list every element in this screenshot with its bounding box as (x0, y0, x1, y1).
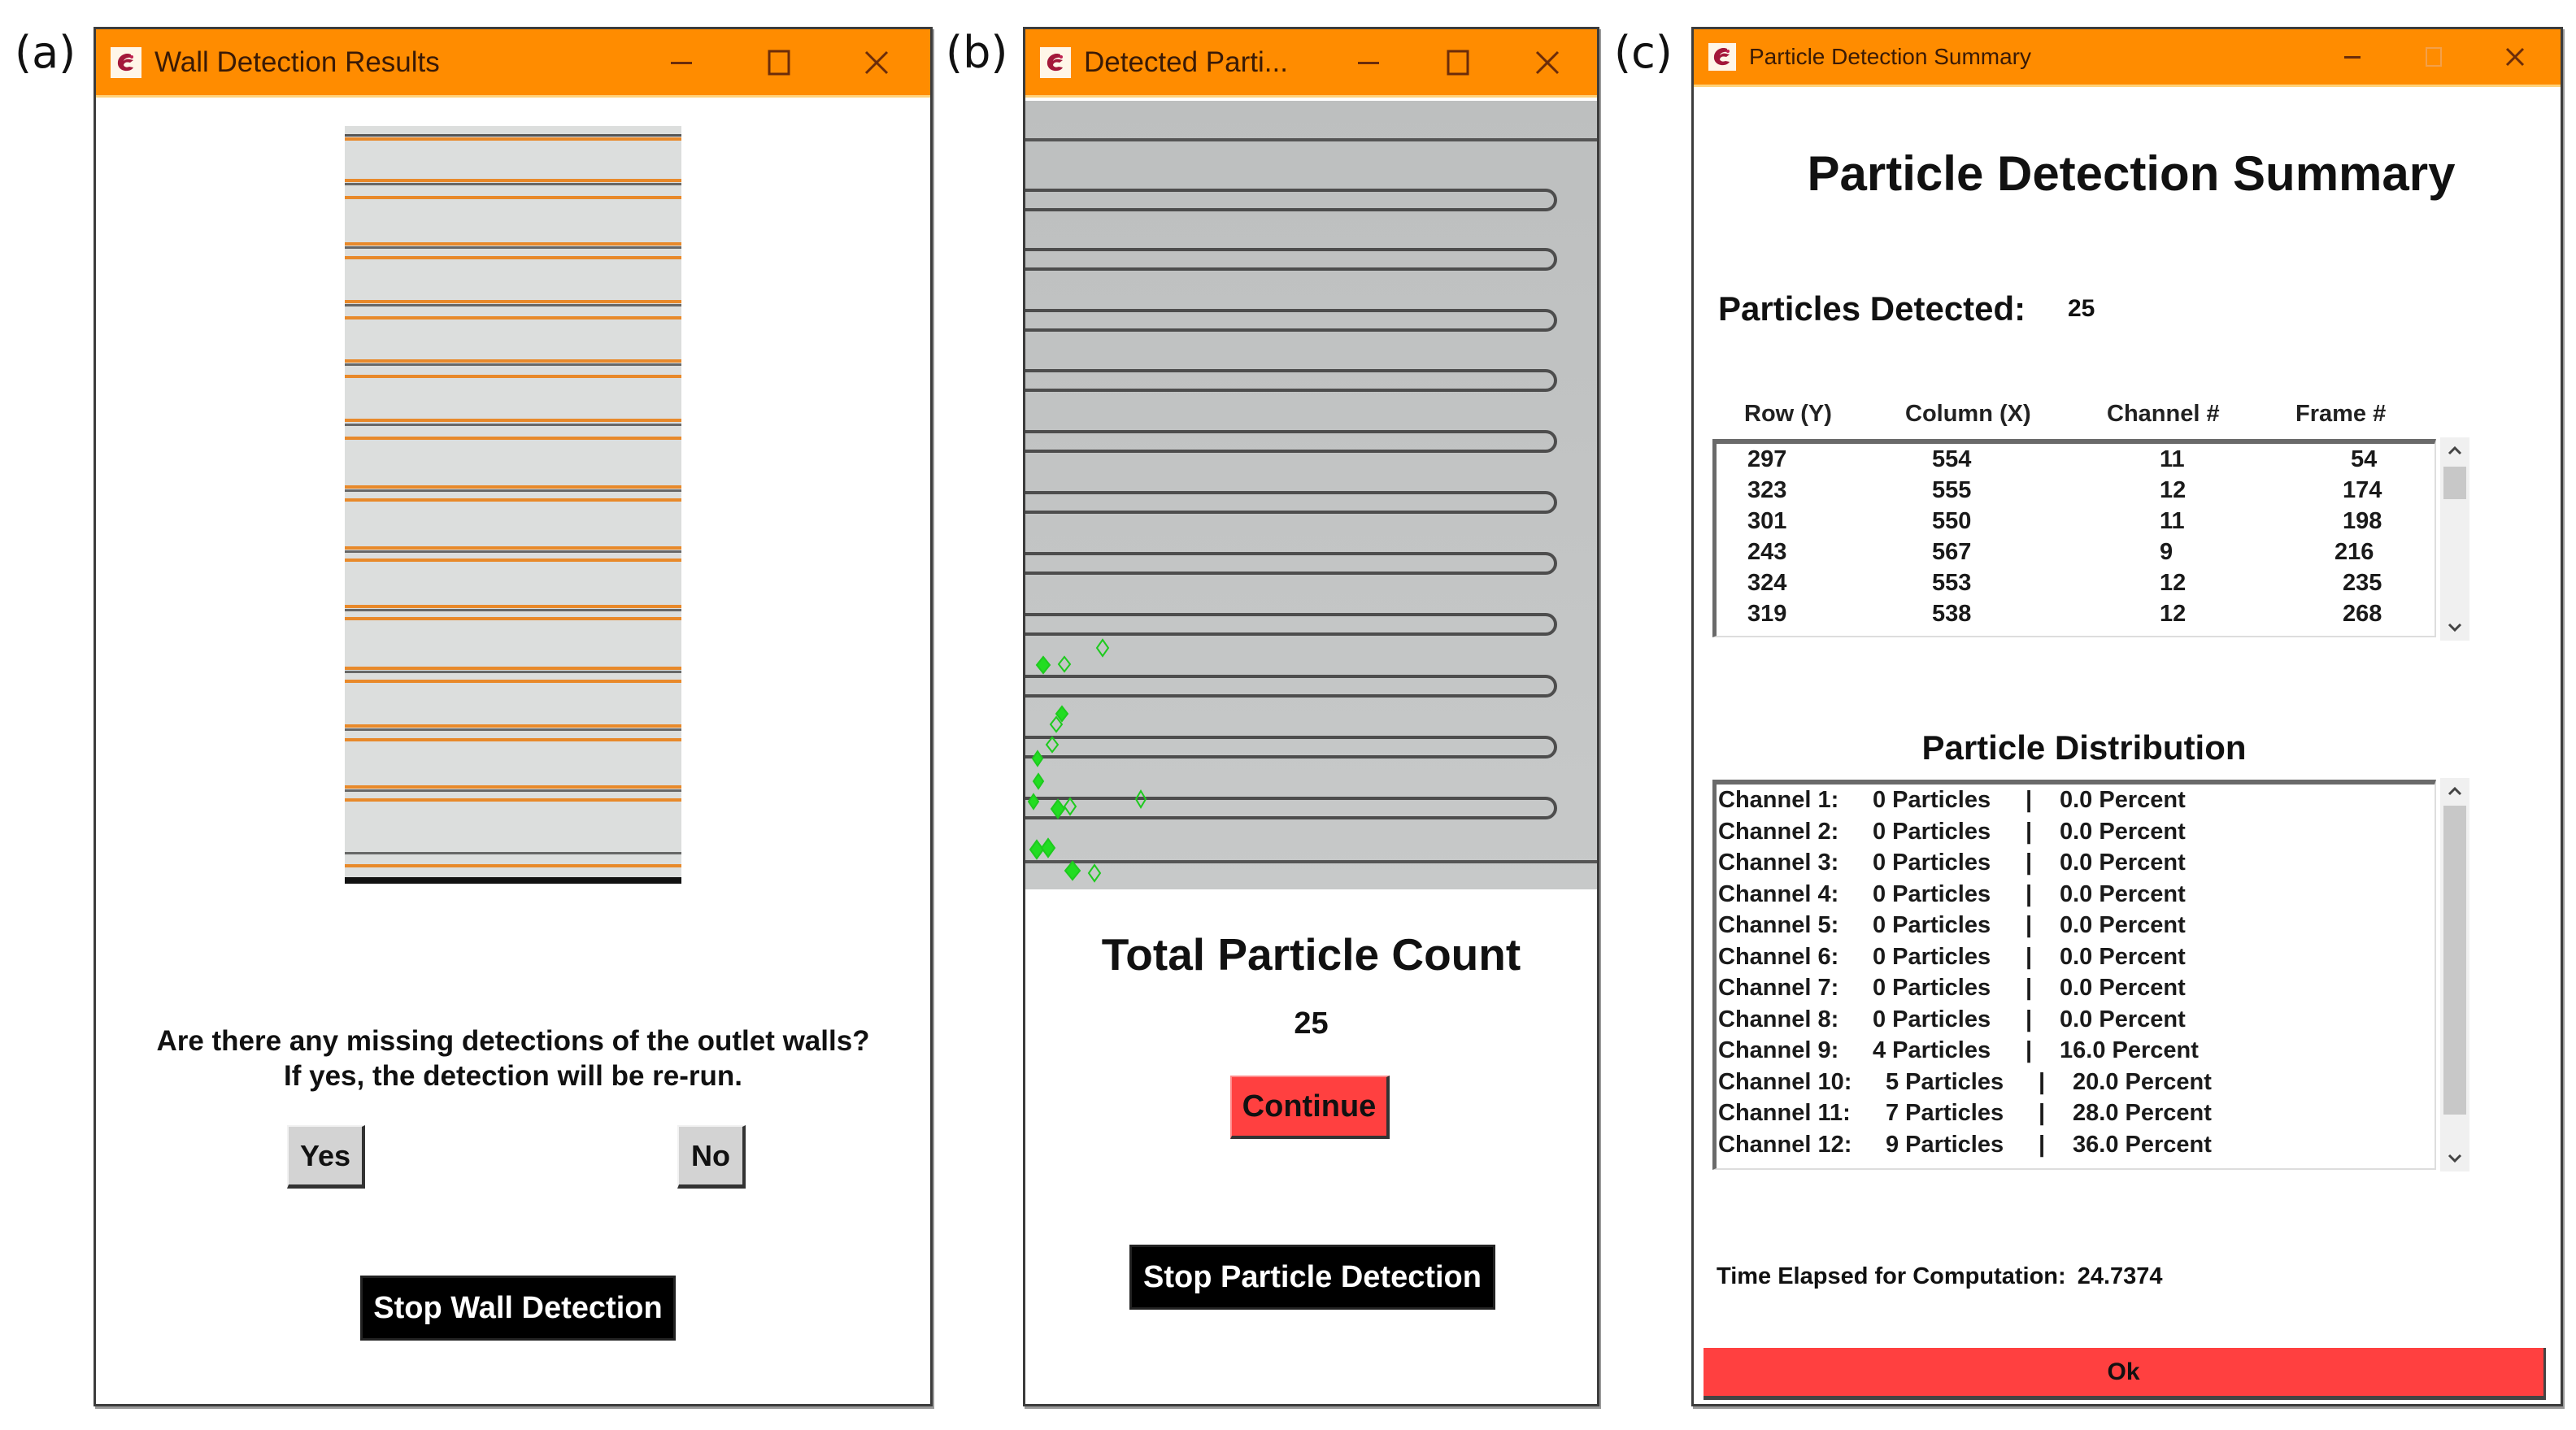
percent: 0.0 Percent (2060, 818, 2186, 845)
app-logo-icon (1040, 47, 1071, 78)
table-row[interactable] (1717, 444, 2435, 475)
column-header-column: Column (X) (1905, 401, 2031, 427)
cell-channel: 12 (2160, 570, 2187, 596)
cell-row: 324 (1747, 570, 1787, 596)
particles-detected-value: 25 (2068, 295, 2095, 322)
particles-detected-label: Particles Detected: (1718, 289, 2026, 328)
close-icon (2504, 46, 2526, 67)
maximize-button[interactable] (1413, 34, 1503, 91)
window-title: Detected Parti... (1084, 46, 1288, 78)
particle-count: 0 Particles (1873, 850, 1991, 876)
app-logo-icon (111, 47, 141, 78)
separator: | (2026, 975, 2033, 1001)
minimize-button[interactable] (1324, 34, 1413, 91)
panel-label-b: (b) (946, 27, 1008, 78)
channel-label: Channel 12: (1718, 1131, 1852, 1158)
cell-channel: 11 (2160, 508, 2185, 534)
title-bar[interactable] (1025, 29, 1597, 98)
total-count-heading: Total Particle Count (1101, 929, 1521, 980)
table-row[interactable] (1717, 506, 2435, 537)
app-logo-icon (1708, 43, 1736, 71)
separator: | (2026, 1037, 2033, 1063)
total-count-value: 25 (1294, 1006, 1329, 1041)
particle-count: 0 Particles (1873, 975, 1991, 1001)
cell-row: 243 (1747, 539, 1787, 565)
cell-row: 323 (1747, 477, 1787, 503)
cell-row: 297 (1747, 446, 1787, 472)
minimize-icon (2343, 47, 2362, 67)
cell-column: 554 (1932, 446, 1972, 472)
channel-label: Channel 8: (1718, 1006, 1839, 1032)
particle-count: 0 Particles (1873, 912, 1991, 938)
particle-detection-image (1025, 101, 1597, 889)
table-row[interactable] (1717, 537, 2435, 567)
maximize-button (2393, 33, 2474, 81)
maximize-icon (767, 49, 791, 76)
particle-count: 0 Particles (1873, 787, 1991, 813)
separator: | (2039, 1068, 2046, 1095)
chevron-down-icon (2448, 1154, 2462, 1163)
wall-detection-image (345, 126, 681, 884)
column-header-row: Row (Y) (1744, 401, 1832, 427)
close-button[interactable] (1503, 34, 1592, 91)
time-elapsed (1717, 1263, 2163, 1290)
scroll-up-button[interactable] (2440, 437, 2469, 463)
cell-column: 555 (1932, 477, 1972, 503)
no-button[interactable]: No (677, 1125, 746, 1189)
minimize-icon (1356, 50, 1381, 75)
particle-count: 0 Particles (1873, 818, 1991, 845)
percent: 0.0 Percent (2060, 1006, 2186, 1032)
cell-channel: 12 (2160, 601, 2187, 627)
scroll-thumb[interactable] (2443, 806, 2466, 1115)
maximize-icon (1446, 49, 1470, 76)
column-header-frame: Frame # (2295, 401, 2387, 427)
percent: 0.0 Percent (2060, 943, 2186, 970)
rerun-note: If yes, the detection will be re-run. (284, 1060, 742, 1092)
scroll-thumb[interactable] (2443, 467, 2466, 499)
title-bar[interactable] (96, 29, 930, 98)
cell-channel: 12 (2160, 477, 2187, 503)
close-button[interactable] (828, 34, 925, 91)
separator: | (2026, 850, 2033, 876)
percent: 28.0 Percent (2073, 1100, 2212, 1126)
scroll-down-button[interactable] (2440, 1145, 2469, 1171)
particle-count: 0 Particles (1873, 880, 1991, 907)
wall-detection-window (94, 27, 933, 1406)
channel-label: Channel 6: (1718, 943, 1839, 970)
percent: 36.0 Percent (2073, 1131, 2212, 1158)
distribution-heading: Particle Distribution (1921, 728, 2247, 767)
distribution-scrollbar[interactable] (2440, 778, 2469, 1171)
channel-label: Channel 9: (1718, 1037, 1839, 1063)
cell-column: 567 (1932, 539, 1972, 565)
percent: 0.0 Percent (2060, 787, 2186, 813)
minimize-icon (669, 50, 694, 75)
channel-label: Channel 5: (1718, 912, 1839, 938)
cell-frame: 268 (2343, 601, 2382, 627)
cell-row: 301 (1747, 508, 1787, 534)
cell-column: 538 (1932, 601, 1972, 627)
cell-frame: 216 (2334, 539, 2374, 565)
cell-column: 550 (1932, 508, 1972, 534)
close-button[interactable] (2474, 33, 2556, 81)
panel-label-c: (c) (1614, 27, 1673, 78)
missing-walls-question: Are there any missing detections of the outlet walls? (156, 1025, 870, 1057)
maximize-icon-disabled (2424, 46, 2443, 68)
channel-label: Channel 1: (1718, 787, 1839, 813)
distribution-listbox[interactable] (1712, 780, 2436, 1170)
channel-label: Channel 10: (1718, 1068, 1852, 1095)
stop-particle-detection-button[interactable]: Stop Particle Detection (1129, 1245, 1495, 1310)
table-row[interactable] (1717, 475, 2435, 506)
stop-wall-detection-button[interactable]: Stop Wall Detection (360, 1276, 676, 1341)
separator: | (2026, 912, 2033, 938)
particle-count: 4 Particles (1873, 1037, 1991, 1063)
detected-particles-window (1023, 27, 1599, 1406)
channel-label: Channel 11: (1718, 1100, 1851, 1126)
window-title: Wall Detection Results (154, 46, 440, 78)
time-elapsed-label: Time Elapsed for Computation: (1717, 1263, 2066, 1289)
continue-button[interactable]: Continue (1230, 1076, 1390, 1139)
time-elapsed-value: 24.7374 (2077, 1263, 2163, 1289)
chevron-up-icon (2448, 446, 2462, 455)
cell-frame: 198 (2343, 508, 2382, 534)
percent: 20.0 Percent (2073, 1068, 2212, 1095)
cell-channel: 9 (2160, 539, 2174, 565)
title-bar[interactable] (1694, 29, 2561, 87)
maximize-button[interactable] (730, 34, 828, 91)
panel-label-a: (a) (15, 27, 76, 78)
cell-row: 319 (1747, 601, 1787, 627)
cell-column: 553 (1932, 570, 1972, 596)
particle-summary-window (1691, 27, 2563, 1406)
close-icon (864, 50, 890, 76)
separator: | (2039, 1100, 2046, 1126)
separator: | (2026, 787, 2033, 813)
percent: 0.0 Percent (2060, 880, 2186, 907)
channel-label: Channel 7: (1718, 975, 1839, 1001)
detections-listbox[interactable] (1712, 439, 2436, 637)
chevron-up-icon (2448, 786, 2462, 796)
separator: | (2026, 943, 2033, 970)
separator: | (2026, 1006, 2033, 1032)
cell-channel: 11 (2160, 446, 2185, 472)
summary-heading: Particle Detection Summary (1807, 146, 2456, 201)
scroll-up-button[interactable] (2440, 778, 2469, 804)
particle-count: 0 Particles (1873, 943, 1991, 970)
percent: 0.0 Percent (2060, 912, 2186, 938)
channel-label: Channel 3: (1718, 850, 1839, 876)
particle-count: 9 Particles (1886, 1131, 2004, 1158)
particle-count: 7 Particles (1886, 1100, 2004, 1126)
channel-label: Channel 4: (1718, 880, 1839, 907)
minimize-button[interactable] (2312, 33, 2393, 81)
minimize-button[interactable] (633, 34, 730, 91)
window-title: Particle Detection Summary (1749, 44, 2032, 69)
particle-count: 5 Particles (1886, 1068, 2004, 1095)
particle-count: 0 Particles (1873, 1006, 1991, 1032)
table-row[interactable] (1717, 598, 2435, 629)
chevron-down-icon (2448, 623, 2462, 632)
channel-label: Channel 2: (1718, 818, 1839, 845)
yes-button[interactable]: Yes (287, 1125, 365, 1189)
cell-frame: 235 (2343, 570, 2382, 596)
percent: 0.0 Percent (2060, 975, 2186, 1001)
scroll-down-button[interactable] (2440, 615, 2469, 641)
ok-button[interactable]: Ok (1704, 1348, 2546, 1400)
percent: 16.0 Percent (2060, 1037, 2199, 1063)
separator: | (2026, 818, 2033, 845)
detections-scrollbar[interactable] (2440, 437, 2469, 641)
separator: | (2026, 880, 2033, 907)
cell-frame: 54 (2351, 446, 2378, 472)
cell-frame: 174 (2343, 477, 2382, 503)
percent: 0.0 Percent (2060, 850, 2186, 876)
table-row[interactable] (1717, 567, 2435, 598)
separator: | (2039, 1131, 2046, 1158)
column-header-channel: Channel # (2107, 401, 2220, 427)
close-icon (1534, 50, 1560, 76)
